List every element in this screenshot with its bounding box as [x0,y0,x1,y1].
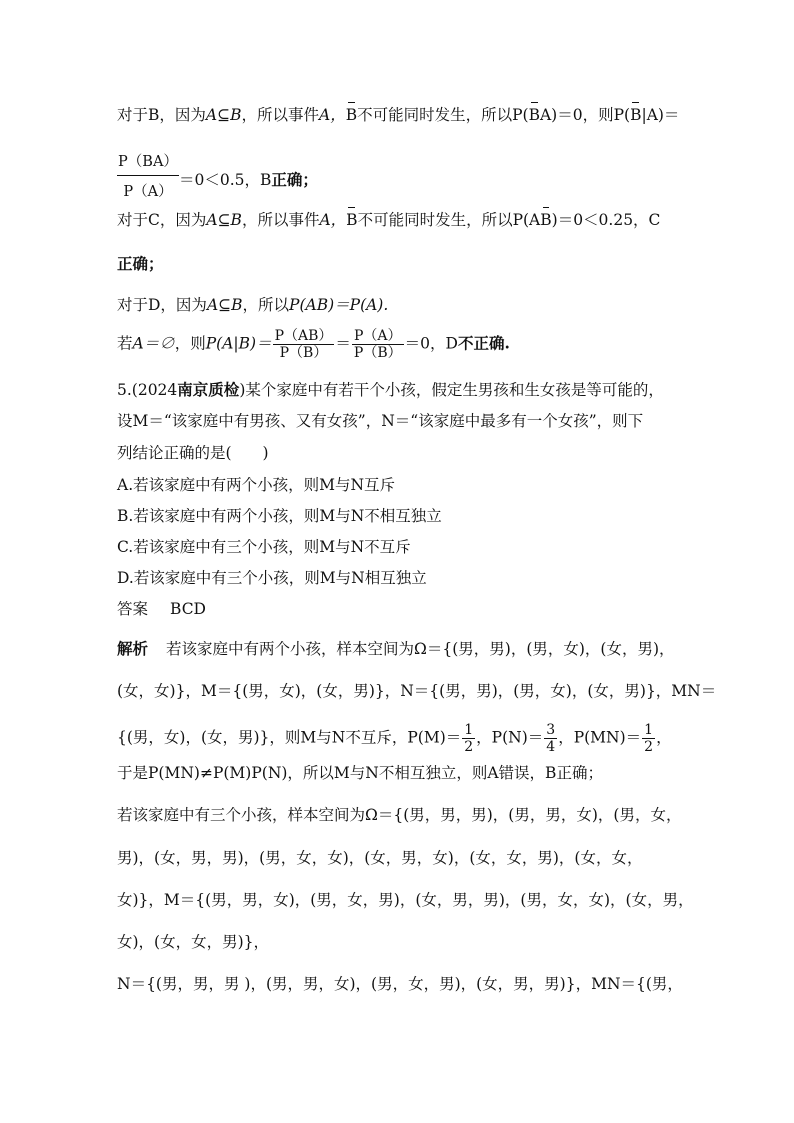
option-d: D.若该家庭中有三个小孩，则M与N相互独立 [117,569,427,587]
solution-line6: 男)，(女，男，男)，(男，女，女)，(女，男，女)，(女，女，男)，(女，女， [117,849,643,867]
option-d-analysis-line1: 对于D，因为A⊆B，所以P(AB)＝P(A). [117,296,389,314]
option-b: B.若该家庭中有两个小孩，则M与N不相互独立 [117,507,442,525]
solution-line1: 解析 若该家庭中有两个小孩，样本空间为Ω＝{(男，男)，(男，女)，(女，男)， [117,639,675,658]
conditional-probability-fraction: $\frac{P(BA)}{P(A)}$ [117,150,179,201]
option-c-analysis-line2: 正确； [117,254,164,273]
answer-value: BCD [170,600,206,618]
solution-label: 解析 [117,639,149,658]
option-c: C.若该家庭中有三个小孩，则M与N不互斥 [117,538,411,556]
option-d-analysis-line2: 若A＝∅，则P(A|B)＝ $\frac{P(AB)}{P(B)}$ ＝ $\frac{P(A)}{P(B)}$ ＝0，D不正确. [117,328,510,362]
answer-line [117,602,206,618]
option-b-conclusion: ＝0＜0.5，B正确； [179,170,318,189]
solution-line5: 若该家庭中有三个小孩，样本空间为Ω＝{(男，男，男)，(男，男，女)，(男，女， [117,806,682,824]
solution-line2: (女，女)}，M＝{(男，女)，(女，男)}，N＝{(男，男)，(男，女)，(女，男)}，MN＝ [117,682,717,700]
question-5-stem-line1: 5.(2024南京质检)某个家庭中有若干个小孩，假定生男孩和生女孩是等可能的， [117,380,664,399]
solution-line8: 女)，(女，女，男)}， [117,933,270,951]
solution-line7: 女)}，M＝{(男，男，女)，(男，女，男)，(女，男，男)，(男，女，女)，(女，男， [117,891,694,909]
option-b-analysis-line1: 对于B，因为A⊆B，所以事件A，B不可能同时发生，所以P(BA)＝0，则P(B|A)＝ [117,106,680,124]
option-c-analysis-line1: 对于C，因为A⊆B，所以事件A，B不可能同时发生，所以P(AB)＝0＜0.25，C [117,211,661,229]
complement-b: B [345,106,358,124]
question-5-stem-line3: 列结论正确的是( ) [117,444,269,462]
solution-line4: 于是P(MN)≠P(M)P(N)，所以M与N不相互独立，则A错误，B正确； [117,764,603,782]
question-5-stem-line2: 设M＝“该家庭中有男孩、又有女孩”，N＝“该家庭中最多有一个女孩”，则下 [117,412,644,430]
solution-line9: N＝{(男，男，男 )，(男，男，女)，(男，女，男)，(女，男，男)}，MN＝{(男， [117,975,683,993]
solution-line3: {(男，女)，(女，男)}，则M与N不互斥，P(M)＝ $\frac{1}{2}$ ，P(N)＝ $\frac{3}{4}$ ，P(MN)＝ $\frac{1}{2}$ ， [117,722,672,756]
answer-label: 答案 [117,600,149,618]
option-a: A.若该家庭中有两个小孩，则M与N互斥 [117,476,396,494]
